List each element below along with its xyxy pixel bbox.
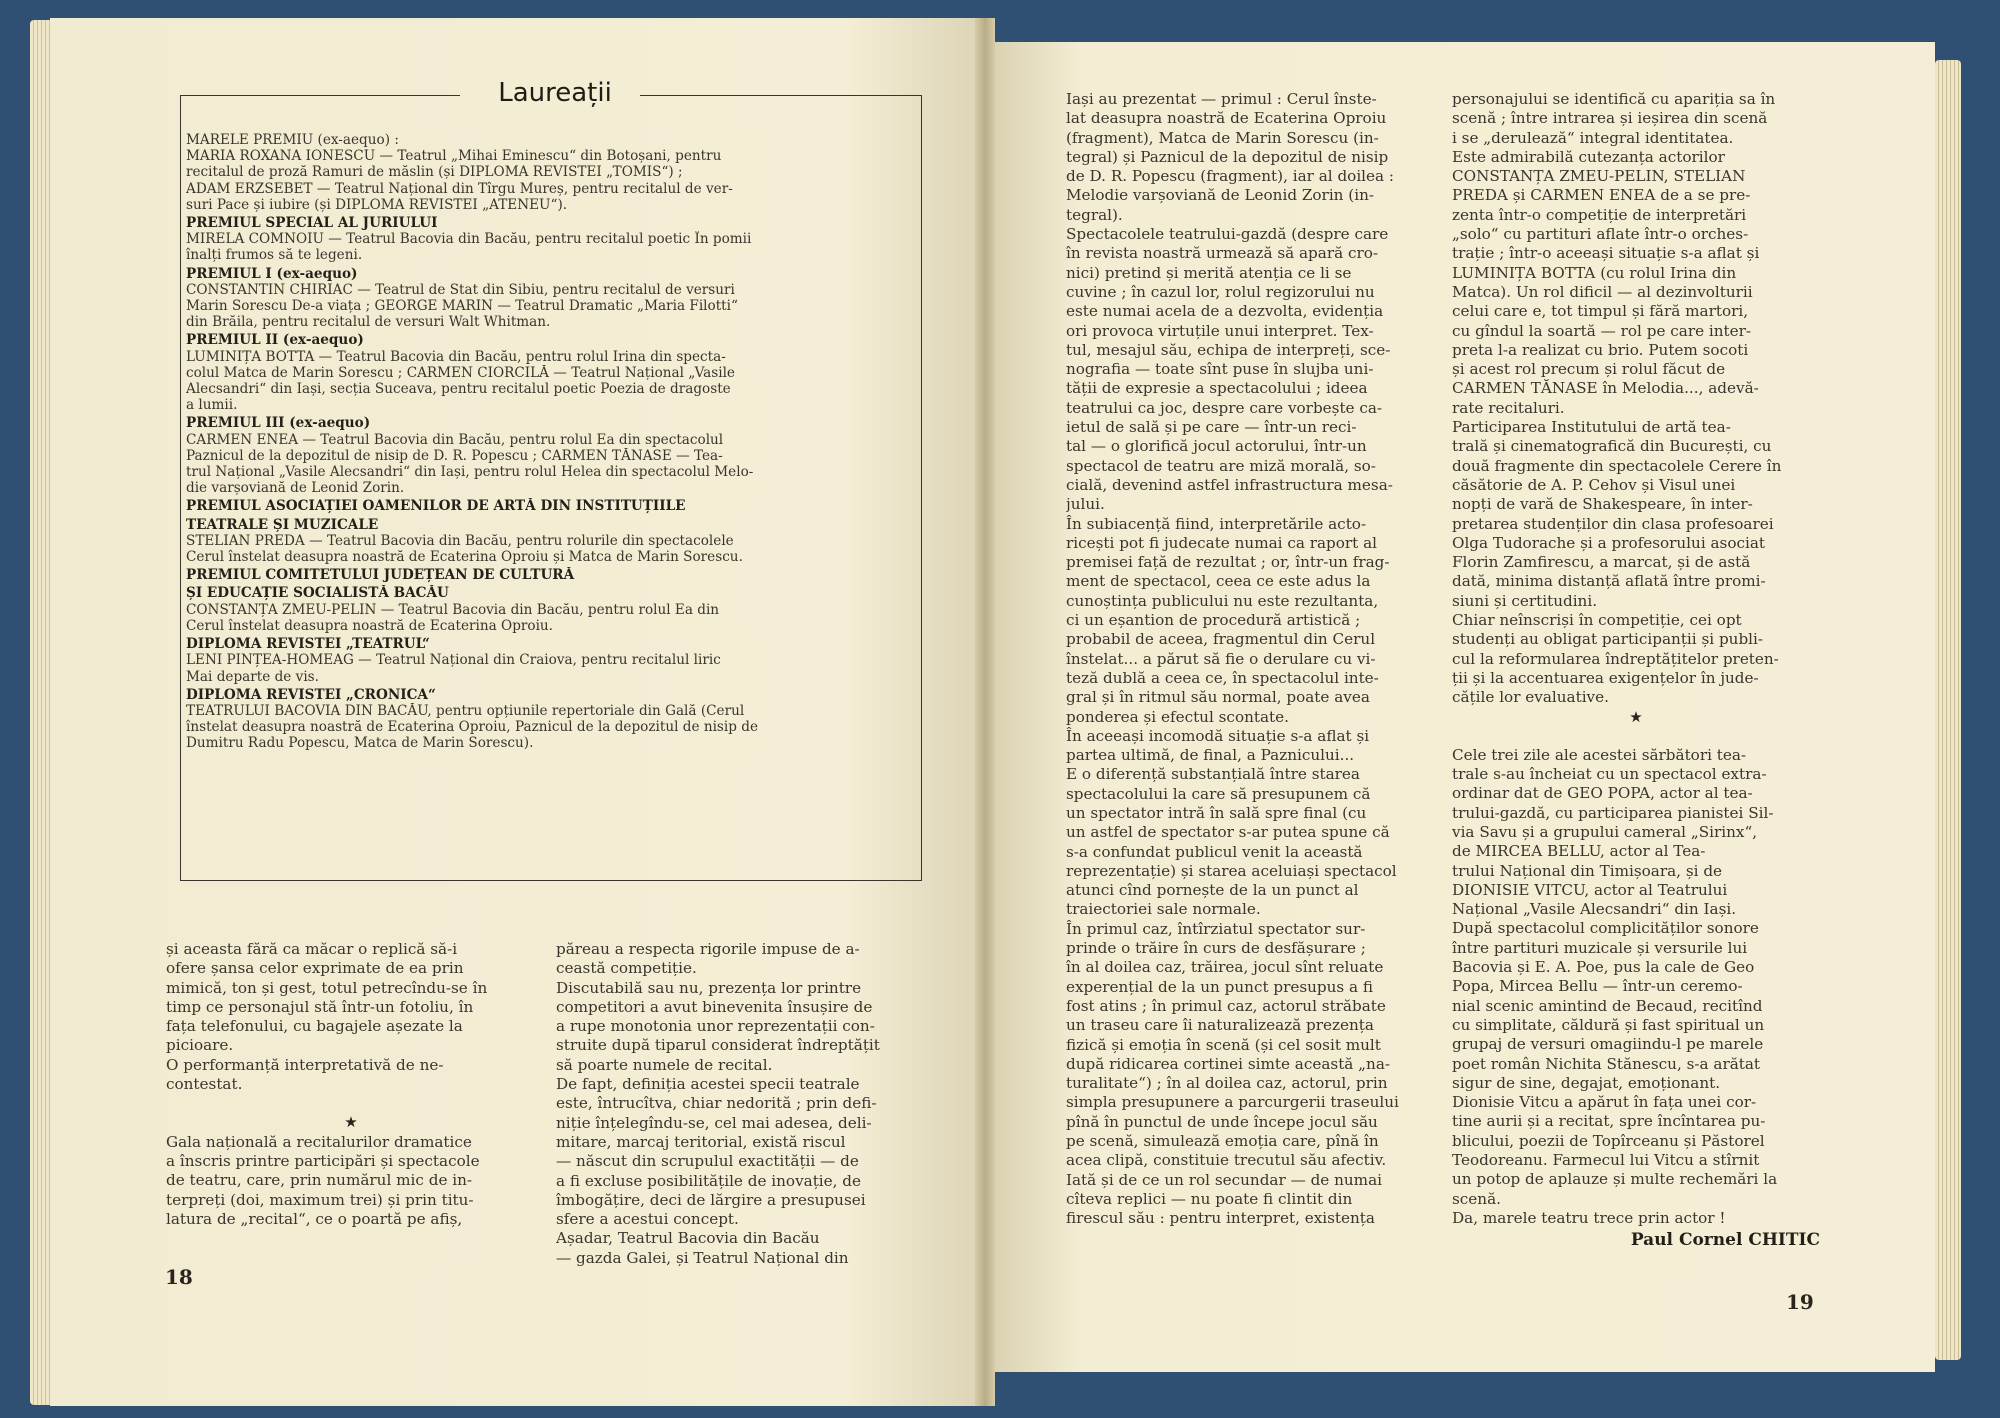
- section-star: ★: [344, 1113, 358, 1132]
- text-line: pe scenă, simulează emoția care, pînă în: [1066, 1132, 1379, 1151]
- text-line: DIONISIE VITCU, actor al Teatrului: [1452, 880, 1728, 899]
- prize-heading: PREMIUL SPECIAL AL JURIULUI: [186, 215, 438, 232]
- text-line: după ridicarea cortinei simte această „na-: [1066, 1054, 1391, 1073]
- article-column-2: [556, 940, 928, 1268]
- text-line: acea clipă, constituie trecutul său afectiv.: [1066, 1151, 1387, 1170]
- prize-line: Dumitru Radu Popescu, Matca de Marin Sorescu).: [186, 735, 534, 752]
- text-line: Este admirabilă cutezanța actorilor: [1452, 147, 1725, 166]
- text-line: Gala națională a recitalurilor dramatice: [166, 1132, 472, 1151]
- prize-heading: PREMIUL COMITETULUI JUDEȚEAN DE CULTURĂ: [186, 567, 575, 584]
- text-line: CONSTANȚA ZMEU-PELIN, STELIAN: [1452, 167, 1746, 186]
- text-line: este numai acela de a dezvolta, evidenția: [1066, 302, 1384, 321]
- text-line: ricești pot fi judecate numai ca raport al: [1066, 533, 1378, 552]
- prize-line: Mai departe de vis.: [186, 668, 319, 685]
- text-line: LUMINIȚA BOTTA (cu rolul Irina din: [1452, 263, 1737, 282]
- text-line: fața telefonului, cu bagajele așezate la: [166, 1017, 463, 1036]
- text-line: mitare, marcaj teritorial, există riscul: [556, 1132, 846, 1151]
- prize-line: STELIAN PREDA — Teatrul Bacovia din Bacău, pentru rolurile din spectacolele: [186, 532, 734, 549]
- prize-heading: PREMIUL I (ex-aequo): [186, 265, 358, 282]
- text-line: Așadar, Teatrul Bacovia din Bacău: [556, 1229, 820, 1248]
- text-line: un potop de aplauze și multe rechemări la: [1452, 1170, 1778, 1189]
- text-line: ci un eșantion de procedură artistică ;: [1066, 611, 1361, 630]
- text-line: cîteva replici — nu poate fi clintit din: [1066, 1189, 1353, 1208]
- text-line: studenți au obligat participanții și publi-: [1452, 630, 1764, 649]
- text-line: Iași au prezentat — primul : Cerul înste-: [1066, 90, 1377, 108]
- text-line: cu simplitate, căldură și fast spiritual un: [1452, 1015, 1765, 1034]
- text-line: blicului, poezii de Topîrceanu și Păstorel: [1452, 1131, 1765, 1150]
- text-line: Da, marele teatru trece prin actor !: [1452, 1208, 1726, 1227]
- prize-heading: PREMIUL ASOCIAȚIEI OAMENILOR DE ARTĂ DIN INSTITUȚIILE: [186, 498, 686, 515]
- text-line: celui care e, tot timpul și fără martori,: [1452, 302, 1749, 321]
- text-line: cu gîndul la soartă — rol pe care inter-: [1452, 321, 1752, 340]
- text-line: și aceasta fără ca măcar o replică să-i: [166, 940, 458, 958]
- text-line: firescul său : pentru interpret, existența: [1066, 1209, 1375, 1228]
- text-line: ordinar dat de GEO POPA, actor al tea-: [1452, 784, 1753, 803]
- article-column-3: [1066, 90, 1426, 1229]
- text-line: cunoștința publicului nu este rezultanta,: [1066, 591, 1379, 610]
- prize-line: LUMINIȚA BOTTA — Teatrul Bacovia din Bacău, pentru rolul Irina din specta-: [186, 348, 726, 365]
- text-line: tegral) și Paznicul de la depozitul de nisip: [1066, 147, 1389, 166]
- text-line: În aceeași incomodă situație s-a aflat și: [1066, 726, 1370, 745]
- text-line: Olga Tudorache și a profesorului asociat: [1452, 533, 1766, 552]
- text-line: reprezentație) și starea aceluiași spectacol: [1066, 861, 1397, 880]
- text-line: s-a confundat publicul venit la această: [1066, 842, 1363, 861]
- text-line: Chiar neînscriși în competiție, cei opt: [1452, 611, 1742, 630]
- book-gutter: [975, 18, 995, 1406]
- text-line: teză dublă a ceea ce, în spectacolul inte-: [1066, 668, 1379, 687]
- prize-line: CONSTANTIN CHIRIAC — Teatrul de Stat din Sibiu, pentru recitalul de versuri: [186, 281, 735, 298]
- text-line: înstelat... a părut să fie o derulare cu vi-: [1066, 649, 1376, 668]
- text-line: via Savu și a grupului cameral „Sirinx“,: [1452, 822, 1758, 841]
- text-line: scenă.: [1452, 1189, 1501, 1208]
- prize-line: Cerul înstelat deasupra noastră de Ecaterina Oproiu și Matca de Marin Sorescu.: [186, 549, 743, 566]
- text-line: de MIRCEA BELLU, actor al Tea-: [1452, 842, 1706, 861]
- text-line: E o diferență substanțială între starea: [1066, 765, 1360, 784]
- prize-heading: DIPLOMA REVISTEI „TEATRUL“: [186, 636, 430, 653]
- text-line: PREDA și CARMEN ENEA de a se pre-: [1452, 186, 1751, 205]
- text-line: trală și cinematografică din București, cu: [1452, 437, 1772, 456]
- text-line: mimică, ton și gest, totul petrecîndu-se în: [166, 978, 488, 997]
- text-line: — gazda Galei, și Teatrul Național din: [556, 1248, 849, 1267]
- box-top-rule-left: [180, 95, 460, 96]
- text-line: Bacovia și E. A. Poe, pus la cale de Geo: [1452, 958, 1755, 977]
- prize-line: ADAM ERZSEBET — Teatrul Național din Tîrgu Mureș, pentru recitalul de ver-: [186, 180, 733, 197]
- text-line: cială, devenind astfel infrastructura mesa-: [1066, 475, 1393, 494]
- box-title: Laureații: [498, 78, 612, 108]
- text-line: ori provoca virtuțile unui interpret. Tex-: [1066, 321, 1374, 340]
- text-line: teatrului ca joc, despre care vorbește ca-: [1066, 398, 1383, 417]
- text-line: trale s-au încheiat cu un spectacol extra-: [1452, 765, 1767, 784]
- text-line: fizică și emoția în scenă (și cel sosit mult: [1066, 1035, 1381, 1054]
- text-line: CARMEN TĂNASE în Melodia..., adevă-: [1452, 379, 1759, 398]
- text-line: de D. R. Popescu (fragment), iar al doilea :: [1066, 167, 1395, 186]
- text-line: dată, minima distanță aflată între promi-: [1452, 572, 1766, 591]
- prize-line: Paznicul de la depozitul de nisip de D. R. Popescu ; CARMEN TĂNASE — Tea-: [186, 447, 723, 464]
- text-line: tul, mesajul său, echipa de interpreți, sce-: [1066, 340, 1391, 359]
- text-line: îmbogățire, deci de lărgire a presupusei: [556, 1190, 866, 1209]
- text-line: și acest rol precum și rolul făcut de: [1452, 360, 1726, 379]
- text-line: terpreți (doi, maximum trei) și prin titu-: [166, 1190, 474, 1209]
- text-line: păreau a respecta rigorile impuse de a-: [556, 940, 860, 958]
- text-line: Spectacolele teatrului-gazdă (despre care: [1066, 225, 1389, 244]
- text-line: trație ; într-o aceeași situație s-a aflat și: [1452, 244, 1760, 263]
- prize-line: TEATRULUI BACOVIA DIN BACĂU, pentru opțiunile repertoriale din Gală (Cerul: [186, 702, 745, 719]
- text-line: fost atins ; în primul caz, actorul străbate: [1066, 996, 1386, 1015]
- text-line: cățile lor evaluative.: [1452, 688, 1609, 707]
- text-line: ofere șansa celor exprimate de ea prin: [166, 959, 464, 978]
- text-line: căsătorie de A. P. Cehov și Visul unei: [1452, 475, 1736, 494]
- text-line: un astfel de spectator s-ar putea spune că: [1066, 823, 1390, 842]
- prize-line: MIRELA COMNOIU — Teatrul Bacovia din Bacău, pentru recitalul poetic În pomii: [186, 231, 752, 248]
- text-line: prinde o trăire în curs de desfășurare ;: [1066, 939, 1366, 958]
- text-line: sfere a acestui concept.: [556, 1210, 739, 1229]
- text-line: nici) pretind și merită atenția ce li se: [1066, 263, 1352, 282]
- prize-line: Alecsandri“ din Iași, secția Suceava, pentru recitalul poetic Poezia de dragoste: [186, 381, 731, 398]
- text-line: experențial de la un punct presupus a fi: [1066, 977, 1374, 996]
- prize-line: recitalul de proză Ramuri de măslin (și DIPLOMA REVISTEI „TOMIS“) ;: [186, 164, 683, 181]
- text-line: tine aurii și a recitat, spre încîntarea pu-: [1452, 1112, 1766, 1131]
- text-line: „solo“ cu partituri aflate într-o orches-: [1452, 225, 1749, 244]
- text-line: nial scenic amintind de Becaud, recitînd: [1452, 996, 1763, 1015]
- text-line: Cele trei zile ale acestei sărbători tea-: [1452, 745, 1747, 764]
- article-column-1: [166, 940, 536, 1229]
- text-line: lat deasupra noastră de Ecaterina Oproiu: [1066, 109, 1387, 128]
- text-line: ponderea și efectul scontate.: [1066, 707, 1289, 726]
- text-line: pînă în punctul de unde începe jocul său: [1066, 1112, 1378, 1131]
- page-number-left: 18: [165, 1265, 193, 1289]
- text-line: între partituri muzicale și versurile lui: [1452, 938, 1748, 957]
- prize-line: Marin Sorescu De-a viața ; GEORGE MARIN — Teatrul Dramatic „Maria Filotti“: [186, 298, 738, 315]
- prize-line: înalți frumos să te legeni.: [186, 247, 363, 264]
- text-line: În primul caz, întîrziatul spectator sur-: [1066, 919, 1366, 938]
- prize-line: suri Pace și iubire (și DIPLOMA REVISTEI „ATENEU“).: [186, 196, 568, 213]
- laureates-list: [186, 132, 914, 752]
- text-line: personajului se identifică cu apariția sa în: [1452, 90, 1776, 108]
- prize-line: trul Național „Vasile Alecsandri“ din Iași, pentru rolul Helea din spectacolul Melo-: [186, 464, 754, 481]
- author-signature: Paul Cornel CHITIC: [1630, 1230, 1820, 1251]
- text-line: (fragment), Matca de Marin Sorescu (in-: [1066, 128, 1379, 147]
- prize-heading: ȘI EDUCAȚIE SOCIALISTĂ BACĂU: [186, 585, 449, 602]
- text-line: ceastă competiție.: [556, 959, 697, 978]
- prize-line: înstelat deasupra noastră de Ecaterina Oproiu, Paznicul de la depozitul de nisip de: [186, 719, 759, 736]
- text-line: spectacolului la care să presupunem că: [1066, 784, 1371, 803]
- text-line: niție înțelegîndu-se, cel mai adesea, deli-: [556, 1113, 872, 1132]
- prize-heading: PREMIUL II (ex-aequo): [186, 332, 364, 349]
- text-line: gral și în ritmul său normal, poate avea: [1066, 688, 1370, 707]
- text-line: a fi excluse posibilitățile de inovație, de: [556, 1171, 862, 1190]
- prize-line: die varșoviană de Leonid Zorin.: [186, 480, 405, 497]
- text-line: partea ultimă, de final, a Paznicului...: [1066, 746, 1355, 765]
- text-line: sigur de sine, degajat, emoționant.: [1452, 1073, 1721, 1092]
- text-line: să poarte numele de recital.: [556, 1055, 773, 1074]
- text-line: Teodoreanu. Farmecul lui Vitcu a stîrnit: [1452, 1151, 1760, 1170]
- text-line: struite după tiparul considerat îndreptățit: [556, 1036, 880, 1055]
- text-line: turalitate“) ; în al doilea caz, actorul, prin: [1066, 1074, 1388, 1093]
- text-line: probabil de aceea, fragmentul din Cerul: [1066, 630, 1376, 649]
- prize-line: colul Matca de Marin Sorescu ; CARMEN CIORCILĂ — Teatrul Național „Vasile: [186, 364, 735, 381]
- text-line: în revista noastră urmează să apară cro-: [1066, 244, 1379, 263]
- text-line: grupaj de versuri omagiindu-l pe marele: [1452, 1035, 1764, 1054]
- text-line: pretarea studenților din clasa profesoarei: [1452, 514, 1774, 533]
- text-line: Discutabilă sau nu, prezența lor printre: [556, 978, 862, 997]
- text-line: timp ce personajul stă într-un fotoliu, în: [166, 997, 474, 1016]
- text-line: ment de spectacol, ceea ce este adus la: [1066, 572, 1371, 591]
- prize-line: MARELE PREMIU (ex-aequo) :: [186, 132, 399, 148]
- text-line: a înscris printre participări și spectacole: [166, 1151, 480, 1170]
- text-line: tal — o glorifică jocul actorului, într-un: [1066, 437, 1367, 456]
- text-line: ietul de sală și pe care — într-un reci-: [1066, 418, 1357, 437]
- text-line: două fragmente din spectacolele Cerere în: [1452, 456, 1782, 475]
- text-line: tegral).: [1066, 205, 1123, 224]
- text-line: premisei față de rezultat ; or, într-un frag-: [1066, 553, 1390, 572]
- text-line: i se „derulează“ integral identitatea.: [1452, 128, 1734, 147]
- text-line: Melodie varșoviană de Leonid Zorin (in-: [1066, 186, 1374, 205]
- prize-line: a lumii.: [186, 397, 238, 414]
- text-line: este, întrucîtva, chiar nedorită ; prin defi-: [556, 1094, 877, 1113]
- text-line: rate recitaluri.: [1452, 398, 1565, 417]
- text-line: Participarea Institutului de artă tea-: [1452, 418, 1731, 437]
- text-line: traiectoriei sale normale.: [1066, 900, 1261, 919]
- text-line: preta l-a realizat cu brio. Putem socoti: [1452, 340, 1749, 359]
- text-line: picioare.: [166, 1036, 234, 1055]
- text-line: contestat.: [166, 1075, 243, 1094]
- prize-line: LENI PINȚEA-HOMEAG — Teatrul Național din Craiova, pentru recitalul liric: [186, 652, 721, 669]
- page-number-right: 19: [1786, 1290, 1814, 1314]
- text-line: Național „Vasile Alecsandri“ din Iași.: [1452, 900, 1737, 919]
- text-line: După spectacolul complicităților sonore: [1452, 919, 1759, 938]
- text-line: Iată și de ce un rol secundar — de numai: [1066, 1170, 1383, 1189]
- article-column-4: [1452, 90, 1820, 1252]
- text-line: spectacol de teatru are miză morală, so-: [1066, 456, 1376, 475]
- text-line: trului-gazdă, cu participarea pianistei Sil-: [1452, 803, 1774, 822]
- section-star: ★: [1629, 707, 1643, 726]
- text-line: latura de „recital“, ce o poartă pe afiș,: [166, 1209, 463, 1228]
- prize-heading: DIPLOMA REVISTEI „CRONICA“: [186, 686, 436, 703]
- text-line: simpla presupunere a parcurgerii traseului: [1066, 1093, 1399, 1112]
- text-line: nopți de vară de Shakespeare, în inter-: [1452, 495, 1753, 514]
- text-line: Florin Zamfirescu, a marcat, și de astă: [1452, 553, 1751, 572]
- text-line: cuvine ; în cazul lor, rolul regizorului nu: [1066, 282, 1375, 301]
- text-line: tății de expresie a spectacolului ; ideea: [1066, 379, 1368, 398]
- text-line: atunci cînd pornește de la un punct al: [1066, 881, 1359, 900]
- text-line: Matca). Un rol dificil — al dezinvolturii: [1452, 282, 1753, 301]
- text-line: zenta într-o competiție de interpretări: [1452, 205, 1747, 224]
- right-page-edges: [1935, 60, 1961, 1360]
- text-line: Dionisie Vitcu a apărut în fața unei cor-: [1452, 1093, 1757, 1112]
- text-line: competitori a avut binevenita însușire de: [556, 997, 873, 1016]
- text-line: de teatru, care, prin numărul mic de in-: [166, 1171, 473, 1190]
- prize-line: Cerul înstelat deasupra noastră de Ecaterina Oproiu.: [186, 617, 553, 634]
- text-line: poet român Nichita Stănescu, s-a arătat: [1452, 1054, 1761, 1073]
- text-line: trului Național din Timișoara, și de: [1452, 861, 1723, 880]
- text-line: siuni și certitudini.: [1452, 591, 1598, 610]
- box-top-rule-right: [640, 95, 922, 96]
- text-line: un traseu care îi naturalizează prezența: [1066, 1016, 1374, 1035]
- text-line: De fapt, definiția acestei specii teatrale: [556, 1075, 860, 1094]
- text-line: jului.: [1066, 495, 1105, 514]
- text-line: în al doilea caz, trăirea, jocul sînt reluate: [1066, 958, 1384, 977]
- prize-heading: TEATRALE ȘI MUZICALE: [186, 516, 379, 533]
- text-line: O performanță interpretativă de ne-: [166, 1055, 444, 1074]
- text-line: scenă ; între intrarea și ieșirea din scenă: [1452, 109, 1768, 128]
- prize-line: MARIA ROXANA IONESCU — Teatrul „Mihai Eminescu“ din Botoșani, pentru: [186, 148, 722, 165]
- text-line: nografia — toate sînt puse în slujba uni-: [1066, 360, 1374, 379]
- text-line: un spectator intră în sală spre final (cu: [1066, 803, 1367, 822]
- text-line: Popa, Mircea Bellu — într-un ceremo-: [1452, 977, 1743, 996]
- text-line: ții și la accentuarea exigențelor în jude-: [1452, 668, 1759, 687]
- text-line: cul la reformularea îndreptățitelor preten-: [1452, 649, 1779, 668]
- text-line: — născut din scrupulul exactității — de: [556, 1152, 859, 1171]
- prize-line: CARMEN ENEA — Teatrul Bacovia din Bacău, pentru rolul Ea din spectacolul: [186, 431, 724, 448]
- prize-line: CONSTANȚA ZMEU-PELIN — Teatrul Bacovia din Bacău, pentru rolul Ea din: [186, 601, 720, 618]
- prize-heading: PREMIUL III (ex-aequo): [186, 415, 371, 432]
- text-line: a rupe monotonia unor reprezentații con-: [556, 1017, 875, 1036]
- prize-line: din Brăila, pentru recitalul de versuri Walt Whitman.: [186, 314, 551, 331]
- text-line: În subiacență fiind, interpretările acto-: [1066, 514, 1367, 533]
